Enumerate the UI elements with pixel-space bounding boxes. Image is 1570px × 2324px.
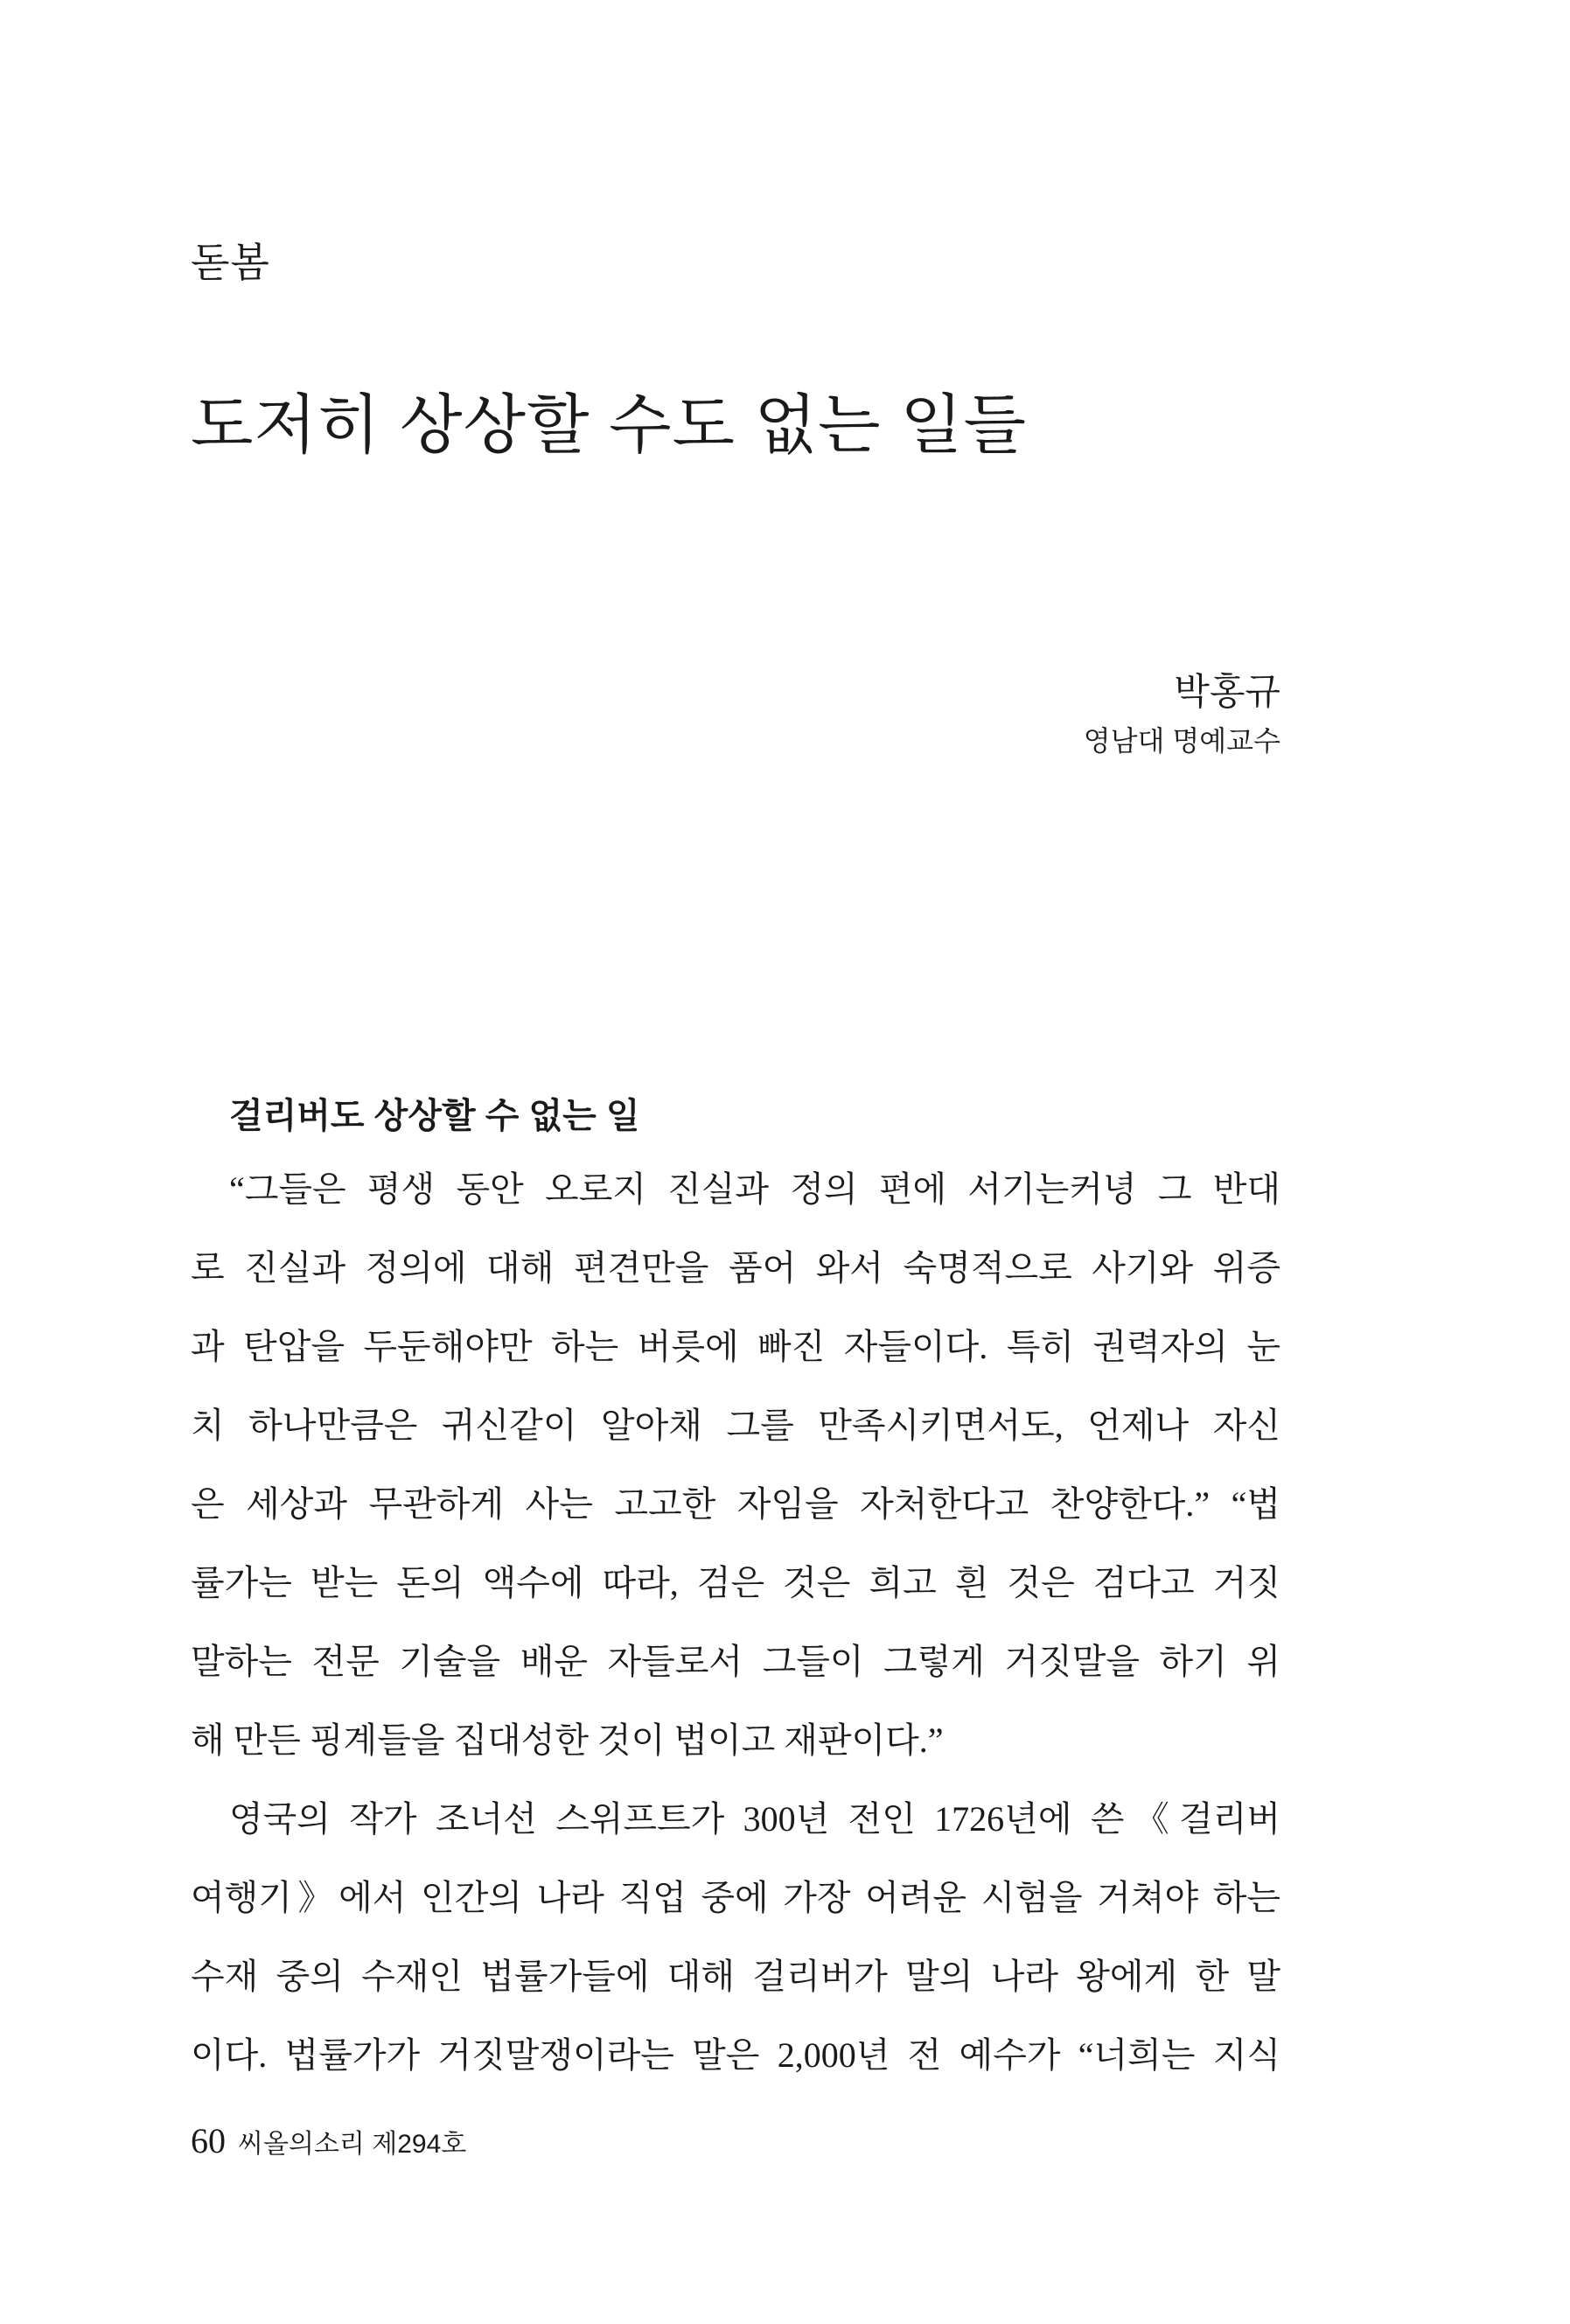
author-role: 영남대 명예교수 bbox=[1083, 725, 1280, 757]
body-line: 말하는 전문 기술을 배운 자들로서 그들이 그렇게 거짓말을 하기 위 bbox=[191, 1642, 1280, 1681]
body-line: 로 진실과 정의에 대해 편견만을 품어 와서 숙명적으로 사기와 위증 bbox=[191, 1248, 1280, 1288]
body-line: 치 하나만큼은 귀신같이 알아채 그를 만족시키면서도, 언제나 자신 bbox=[191, 1406, 1280, 1445]
article-title: 도저히 상상할 수도 없는 일들 bbox=[191, 388, 1028, 461]
body-line: 영국의 작가 조너선 스위프트가 300년 전인 1726년에 쓴《걸리버 bbox=[229, 1799, 1280, 1839]
body-line: 과 탄압을 두둔해야만 하는 버릇에 빠진 자들이다. 특히 권력자의 눈 bbox=[191, 1327, 1280, 1366]
body-line: “그들은 평생 동안 오로지 진실과 정의 편에 서기는커녕 그 반대 bbox=[229, 1169, 1280, 1209]
body-line: 수재 중의 수재인 법률가들에 대해 걸리버가 말의 나라 왕에게 한 말 bbox=[191, 1957, 1280, 1996]
body-text bbox=[191, 1163, 1280, 2108]
body-line: 률가는 받는 돈의 액수에 따라, 검은 것은 희고 흰 것은 검다고 거짓 bbox=[191, 1563, 1280, 1602]
body-line: 해 만든 핑계들을 집대성한 것이 법이고 재판이다.” bbox=[191, 1720, 944, 1760]
body-line: 여행기》에서 인간의 나라 직업 중에 가장 어려운 시험을 거쳐야 하는 bbox=[191, 1878, 1280, 1917]
body-line: 은 세상과 무관하게 사는 고고한 자임을 자처한다고 찬양한다.” “법 bbox=[191, 1484, 1280, 1524]
byline bbox=[1084, 666, 1280, 763]
journal-name: 씨올의소리 제294호 bbox=[238, 2130, 467, 2159]
page-number: 60 bbox=[191, 2121, 226, 2160]
section-subheading: 걸리버도 상상할 수 없는 일 bbox=[229, 1097, 640, 1135]
page-footer bbox=[191, 2117, 466, 2169]
section-label: 돋봄 bbox=[191, 240, 270, 285]
author-name: 박홍규 bbox=[1174, 671, 1280, 712]
body-line: 이다. 법률가가 거짓말쟁이라는 말은 2,000년 전 예수가 “너희는 지식 bbox=[191, 2035, 1280, 2075]
